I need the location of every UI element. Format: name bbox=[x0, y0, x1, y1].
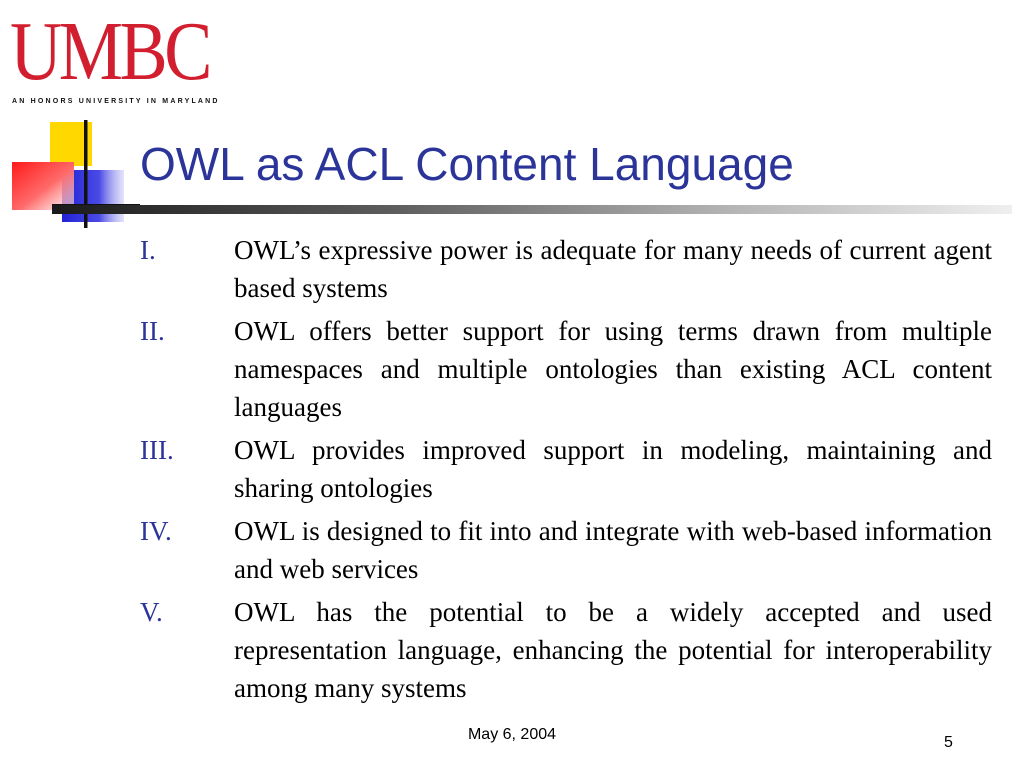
list-item bbox=[140, 593, 992, 707]
list-text: OWL has the potential to be a widely accepted and used representation language, enhancing the potential for interoperability among many systems bbox=[234, 597, 992, 703]
logo-tagline: AN HONORS UNIVERSITY IN MARYLAND bbox=[12, 98, 220, 105]
footer-date: May 6, 2004 bbox=[467, 726, 557, 743]
list-item bbox=[140, 431, 992, 507]
list-text: OWL is designed to fit into and integrate with web-based information and web services bbox=[234, 516, 992, 584]
list-text: OWL offers better support for using terms drawn from multiple namespaces and multiple ontologies than existing ACL content languages bbox=[234, 316, 992, 422]
numbered-list bbox=[140, 231, 992, 712]
title-underline bbox=[52, 205, 1012, 214]
slide-title: OWL as ACL Content Language bbox=[140, 138, 794, 190]
list-item bbox=[140, 312, 992, 426]
list-item bbox=[140, 231, 992, 307]
list-item bbox=[140, 512, 992, 588]
list-numeral: I. bbox=[140, 235, 156, 265]
logo-wordmark: UMBC bbox=[10, 5, 210, 98]
list-text: OWL’s expressive power is adequate for many needs of current agent based systems bbox=[234, 235, 992, 303]
red-square bbox=[12, 162, 74, 210]
list-numeral: III. bbox=[140, 435, 174, 465]
list-text: OWL provides improved support in modeling, maintaining and sharing ontologies bbox=[234, 435, 992, 503]
page-number: 5 bbox=[944, 734, 953, 751]
list-numeral: IV. bbox=[140, 516, 172, 546]
list-numeral: II. bbox=[140, 316, 165, 346]
umbc-logo bbox=[10, 6, 220, 110]
list-numeral: V. bbox=[140, 597, 163, 627]
